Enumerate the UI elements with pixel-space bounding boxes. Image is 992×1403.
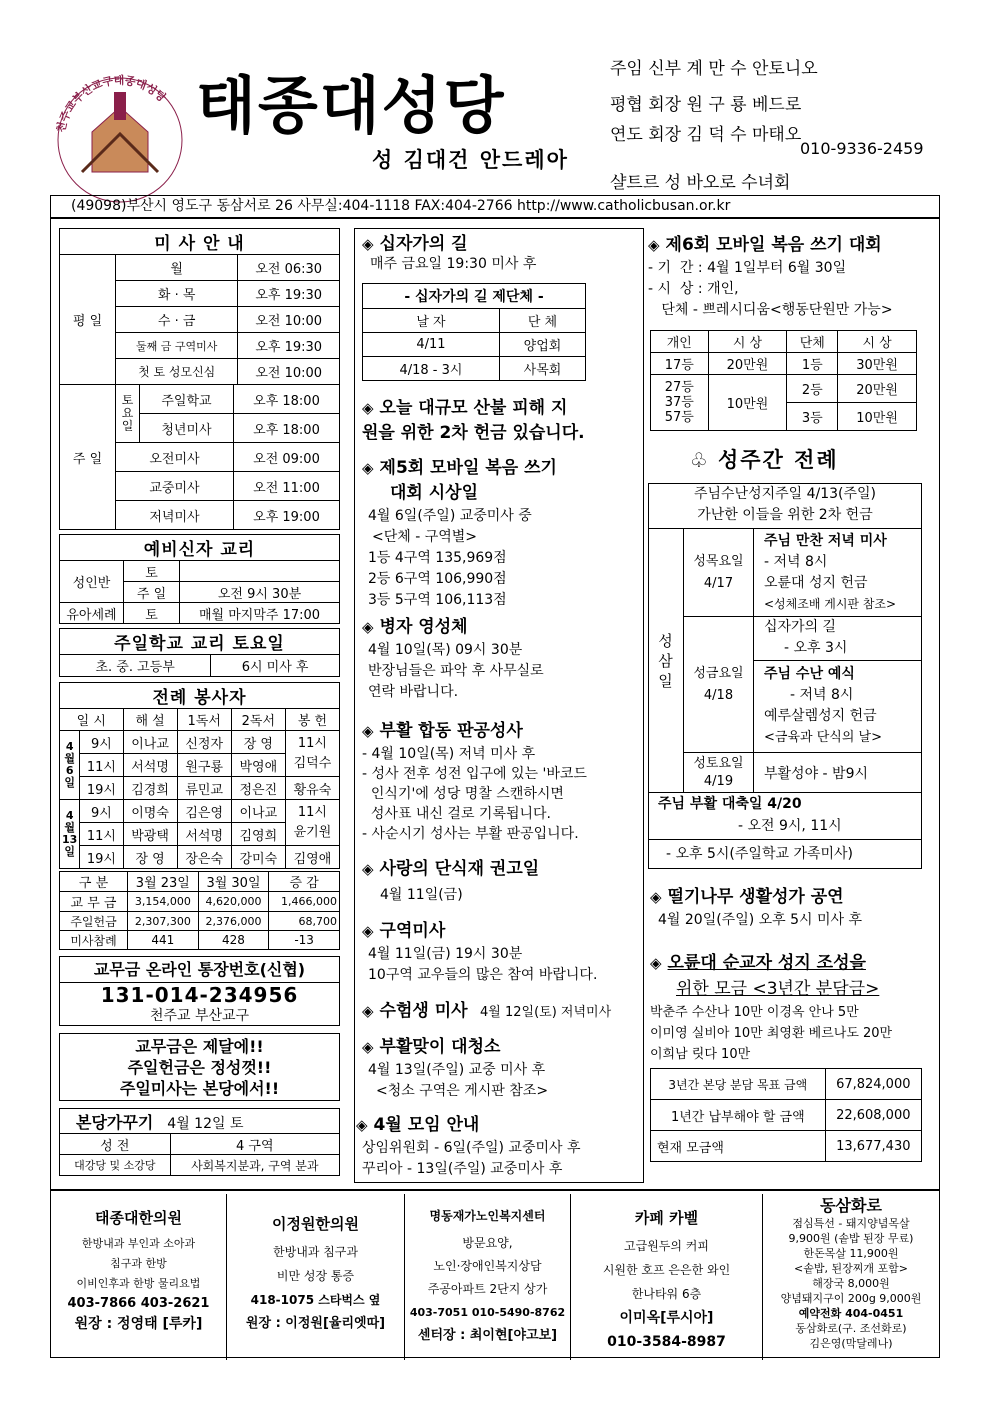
text-line: 4월 10일(목) 09시 30분 xyxy=(368,642,523,658)
clover-icon: ♧ xyxy=(690,448,708,472)
cell: 10만원 xyxy=(708,375,787,431)
sundayschool-who: 초. 중. 고등부 xyxy=(60,655,211,677)
sundayschool-title: 주일학교 교리 토요일 xyxy=(60,629,340,655)
col-header: 단체 xyxy=(787,331,838,353)
text-line: 꾸리아 - 13일(주일) 교중미사 후 xyxy=(362,1161,563,1177)
diamond-icon: ◈ xyxy=(362,235,374,253)
mass-day: 주일학교 xyxy=(140,385,234,414)
catechumen-table xyxy=(59,534,340,624)
cell: - 십자가의 길 제단체 - xyxy=(363,284,586,309)
sundayschool-table xyxy=(59,628,340,677)
cell: 원구룡 xyxy=(177,754,231,777)
address-bar: (49098)부산시 영도구 동삼서로 26 사무실:404-1118 FAX:404-2766 http://www.catholicbusan.or.kr xyxy=(50,195,940,218)
text-line: 센터장 : 최이현[야고보] xyxy=(417,1328,558,1343)
cell: 1등 xyxy=(787,353,838,375)
text-line: 원을 위한 2차 헌금 있습니다. xyxy=(362,423,585,443)
cell: 주일헌금 xyxy=(60,912,128,931)
section-title: 제6회 모바일 복음 쓰기 대회 xyxy=(665,235,882,255)
text-line: 이미영 실비아 10만 최영환 베르나도 20만 xyxy=(650,1026,893,1041)
sundayschool-time: 6시 미사 후 xyxy=(211,655,340,677)
section-title: 떨기나무 생활성가 공연 xyxy=(667,887,844,907)
mass-time: 오전 09:00 xyxy=(234,443,340,472)
stations-table xyxy=(362,283,586,381)
exam-section xyxy=(362,996,611,1021)
text-line: 이희남 릿다 10만 xyxy=(650,1047,751,1062)
service-date: 4 월 6 일 xyxy=(60,731,80,800)
class-day: 주 일 xyxy=(124,582,180,603)
cell: 441 xyxy=(128,931,199,950)
ad-hospital-2 xyxy=(227,1194,405,1360)
cell: 박영애 xyxy=(231,754,285,777)
staff-line: 샬트르 성 바오로 수녀회 xyxy=(610,173,791,193)
col-header: 시 상 xyxy=(708,331,787,353)
weekday-label: 평 일 xyxy=(60,255,116,385)
ad-title: 명동재가노인복지센터 xyxy=(429,1209,546,1223)
cell: 대강당 및 소강당 xyxy=(60,1155,171,1176)
cell: 4 구역 xyxy=(170,1134,339,1155)
contest6-section xyxy=(648,232,893,321)
col-header: 증 감 xyxy=(269,872,340,892)
holyweek-heading xyxy=(690,444,839,474)
text-line: 원장 : 이정원[율리엣따] xyxy=(245,1316,386,1331)
cell: 22,608,000 xyxy=(825,1100,921,1131)
text-line: 가난한 이들을 위한 2차 헌금 xyxy=(697,507,873,523)
text-line: <솥밥, 된장찌개 포함> xyxy=(794,1262,908,1275)
church-title: 태종대성당 xyxy=(196,69,506,142)
text-line: 4월 6일(주일) 교중미사 중 xyxy=(368,508,532,524)
ad-title: 카페 카벨 xyxy=(634,1209,699,1227)
ad-cafe xyxy=(571,1194,763,1360)
section-title: 오륜대 순교자 성지 조성을 xyxy=(667,953,866,973)
mass-time: 오후 18:00 xyxy=(234,414,340,443)
text-line: - 4월 10일(목) 저녁 미사 후 xyxy=(362,746,536,762)
day-label: 성목요일 4/17 xyxy=(693,554,744,591)
mass-time: 오전 11:00 xyxy=(234,472,340,501)
section-title: 병자 영성체 xyxy=(379,617,468,637)
decorate-date: 4월 12일 토 xyxy=(167,1115,244,1132)
cell: 이나교 xyxy=(123,731,177,754)
text-line: 연락 바랍니다. xyxy=(368,684,459,700)
text-line: 이미옥[루시아] xyxy=(619,1310,714,1326)
cell: 김경희 xyxy=(123,777,177,800)
ad-hospital-1 xyxy=(51,1194,227,1360)
cell: 교 무 금 xyxy=(60,892,128,912)
text-line: - 시 상 : 개인, xyxy=(648,281,739,297)
mass-day: 교중미사 xyxy=(116,472,234,501)
account-number: 131-014-234956 xyxy=(100,983,299,1007)
cell: 양업회 xyxy=(499,333,585,357)
text-line: - 기 간 : 4월 1일부터 6월 30일 xyxy=(648,260,847,276)
text-line: 10구역 교우들의 많은 참여 바랍니다. xyxy=(368,967,598,983)
cell: 67,824,000 xyxy=(825,1069,921,1100)
col-header: 구 분 xyxy=(60,872,128,892)
col-header: 해 설 xyxy=(123,709,177,731)
cell: 27등 37등 57등 xyxy=(651,375,709,431)
cell: 1,466,000 xyxy=(269,892,340,912)
cell: 미사참례 xyxy=(60,931,128,950)
text-line: 한나타워 6층 xyxy=(631,1287,702,1301)
notice-line: 주일미사는 본당에서!! xyxy=(119,1079,280,1098)
text-line: 4월 13일(주일) 교중 미사 후 xyxy=(368,1062,546,1078)
text-line: 이비인후과 한방 물리요법 xyxy=(76,1277,201,1290)
cell: 4/18 - 3시 xyxy=(363,357,500,381)
ad-title: 이정원한의원 xyxy=(272,1215,359,1233)
diamond-icon: ◈ xyxy=(362,922,374,940)
col-header: 봉 헌 xyxy=(285,709,339,731)
notice-line: 주일헌금은 정성껏!! xyxy=(127,1058,272,1077)
cell: 이나교 xyxy=(231,800,285,823)
catechumen-title: 예비신자 교리 xyxy=(60,535,340,561)
col-header: 1독서 xyxy=(177,709,231,731)
cell: 4,620,000 xyxy=(198,892,269,912)
text-line: 방문요양, xyxy=(462,1236,513,1250)
staff-line: 연도 회장 김 덕 수 마태오 xyxy=(610,125,802,145)
text-line: 침구과 한방 xyxy=(110,1257,167,1270)
cell: 428 xyxy=(198,931,269,950)
col-header: 3월 23일 xyxy=(128,872,199,892)
text-line: 한방내과 부인과 소아과 xyxy=(81,1237,196,1250)
shrine-table xyxy=(650,1068,922,1162)
section-title: 위한 모금 <3년간 분담금> xyxy=(676,979,880,999)
class-day: 토 xyxy=(124,561,180,582)
text-line: 1등 4구역 135,969점 xyxy=(368,550,507,566)
cell: 11시 김덕수 xyxy=(285,731,339,777)
text-line: <금육과 단식의 날> xyxy=(764,730,882,745)
cell: 11시 윤기원 xyxy=(285,800,339,846)
cell: 장은숙 xyxy=(177,846,231,869)
cell: 사목회 xyxy=(499,357,585,381)
cell: 20만원 xyxy=(708,353,787,375)
mass-time: 오후 19:00 xyxy=(234,501,340,530)
text-line: 점심특선 - 돼지양념목살 xyxy=(792,1217,910,1230)
cell: 2,307,300 xyxy=(128,912,199,931)
text-line: 해장국 8,000원 xyxy=(812,1277,890,1290)
diamond-icon: ◈ xyxy=(362,860,374,878)
concert-section xyxy=(650,884,862,931)
cell: 장 영 xyxy=(231,731,285,754)
fast-section xyxy=(362,856,539,908)
text-line: 010-3584-8987 xyxy=(607,1334,726,1350)
adult-class: 성인반 xyxy=(60,561,124,603)
service-date: 4 월 13 일 xyxy=(60,800,80,869)
cell: 30만원 xyxy=(838,353,917,375)
text-line: 양념돼지구이 200g 9,000원 xyxy=(780,1292,922,1305)
text-line: 상임위원회 - 6일(주일) 교중미사 후 xyxy=(362,1140,581,1156)
text-line: 원장 : 정영태 [루카] xyxy=(74,1316,203,1332)
text-line: <청소 구역은 게시판 참조> xyxy=(376,1083,549,1099)
cell: 황유숙 xyxy=(285,777,339,800)
account-title: 교무금 온라인 통장번호(신협) xyxy=(60,957,339,983)
shrine-section xyxy=(650,950,892,1065)
text-line: 단체 - 쁘레시디움<행동단원만 가능> xyxy=(648,302,893,318)
text-line: 403-7051 010-5490-8762 xyxy=(409,1306,566,1319)
ad-care-center xyxy=(405,1194,571,1360)
staff-phone: 010-9336-2459 xyxy=(800,139,924,158)
diamond-icon: ◈ xyxy=(356,1116,368,1134)
cell: 현재 모금액 xyxy=(651,1131,826,1162)
infant-baptism: 유아세례 xyxy=(60,603,124,624)
section-title: 대회 시상일 xyxy=(390,483,479,503)
cell: 9시 xyxy=(80,731,123,754)
cell: 3,154,000 xyxy=(128,892,199,912)
cell: 장 영 xyxy=(123,846,177,869)
text-line: 반장님들은 파악 후 사무실로 xyxy=(368,663,544,679)
text-line: - 저녁 8시 xyxy=(764,554,828,570)
text-line: 9,900원 (솥밥 된장 무료) xyxy=(788,1232,914,1245)
cell: 19시 xyxy=(80,777,123,800)
text-line: 고급원두의 커피 xyxy=(624,1239,709,1253)
text-line: 오륜대 성지 헌금 xyxy=(764,575,868,591)
section-title: 부활 합동 판공성사 xyxy=(379,721,523,741)
notice-box xyxy=(59,1033,340,1101)
text-line: 주공아파트 2단지 상가 xyxy=(427,1282,548,1296)
decorate-title: 본당가꾸기 xyxy=(76,1112,154,1132)
servers-table xyxy=(59,682,340,869)
cell: 1년간 납부해야 할 금액 xyxy=(651,1100,826,1131)
cell: 서석명 xyxy=(177,823,231,846)
text-line: - 오후 5시(주일학교 가족미사) xyxy=(666,846,853,862)
text-line: 주님 만찬 저녁 미사 xyxy=(764,533,887,549)
mass-time: 오후 19:30 xyxy=(238,333,340,359)
text-line: 비만 성장 통증 xyxy=(276,1269,355,1283)
mass-day: 월 xyxy=(116,255,238,281)
cell: 17등 xyxy=(651,353,709,375)
cell: 68,700 xyxy=(269,912,340,931)
good-friday xyxy=(684,617,922,753)
servers-title: 전례 봉사자 xyxy=(60,683,340,709)
stations-section xyxy=(362,229,536,275)
col-header: 날 자 xyxy=(363,309,500,333)
cell: 20만원 xyxy=(838,375,917,403)
day-label: 성토요일 4/19 xyxy=(693,755,744,789)
class-time: 오전 9시 30분 xyxy=(180,582,340,603)
ad-restaurant xyxy=(763,1194,939,1360)
mass-table xyxy=(59,228,340,385)
ad-title: 동삼화로 xyxy=(820,1196,882,1215)
ad-title: 태종대한의원 xyxy=(95,1209,182,1227)
text-line: 매주 금요일 19:30 미사 후 xyxy=(370,256,537,272)
diamond-icon: ◈ xyxy=(650,954,662,972)
confession-section xyxy=(362,718,587,844)
text-line: - 오전 9시, 11시 xyxy=(738,818,842,834)
diamond-icon: ◈ xyxy=(362,618,374,636)
account-holder: 천주교 부산교구 xyxy=(149,1008,250,1024)
palm-sunday xyxy=(648,484,922,529)
fire-section xyxy=(362,396,585,446)
text-line: 노인·장애인복지상담 xyxy=(433,1259,542,1273)
section-title: 4월 모임 안내 xyxy=(373,1115,480,1135)
col-header: 일 시 xyxy=(60,709,124,731)
text-line: 4월 11일(금) 19시 30분 xyxy=(368,946,523,962)
text-line: 예약전화 404-0451 xyxy=(798,1307,904,1320)
cell: 13,677,430 xyxy=(825,1131,921,1162)
account-box xyxy=(59,956,340,1026)
holy-thursday xyxy=(684,529,922,617)
section-title: 부활맞이 대청소 xyxy=(379,1037,501,1057)
section-title: 구역미사 xyxy=(379,921,446,941)
diamond-icon: ◈ xyxy=(650,888,662,906)
diamond-icon: ◈ xyxy=(362,459,374,477)
mass-day: 저녁미사 xyxy=(116,501,234,530)
diamond-icon: ◈ xyxy=(648,236,660,254)
day-label: 성금요일 4/18 xyxy=(693,666,744,703)
mass-sunday-table xyxy=(59,384,340,530)
text-line: 한돈목살 11,900원 xyxy=(803,1247,899,1260)
cell: 성 전 xyxy=(60,1134,171,1155)
text-line: 김은영(막달레나) xyxy=(809,1337,893,1350)
cell: 이명숙 xyxy=(123,800,177,823)
cell: 류민교 xyxy=(177,777,231,800)
notice-line: 교무금은 제달에!! xyxy=(135,1037,264,1056)
clean-section xyxy=(362,1034,548,1102)
text-line: 403-7866 403-2621 xyxy=(67,1296,210,1311)
mass-day: 화 · 목 xyxy=(116,281,238,307)
text-line: 박춘주 수산나 10만 이경옥 안나 5만 xyxy=(650,1005,859,1020)
mass-time: 오전 06:30 xyxy=(238,255,340,281)
cell: 정은진 xyxy=(231,777,285,800)
cell: 11시 xyxy=(80,823,123,846)
text-line: 예루살렘성지 헌금 xyxy=(764,708,877,724)
patron: 성 김대건 안드레아 xyxy=(372,148,569,172)
text-line: 시원한 호프 은은한 와인 xyxy=(602,1263,731,1277)
text-line: 418-1075 스타벅스 옆 xyxy=(250,1293,381,1307)
class-time: 매월 마지막주 17:00 xyxy=(180,603,340,624)
cell: 9시 xyxy=(80,800,123,823)
church-logo xyxy=(52,72,188,208)
cell: 박광택 xyxy=(123,823,177,846)
cell: 19시 xyxy=(80,846,123,869)
saturday-label: 토 요 일 xyxy=(116,385,140,443)
cell: 김은영 xyxy=(177,800,231,823)
mass-time: 오전 10:00 xyxy=(238,307,340,333)
diamond-icon: ◈ xyxy=(362,722,374,740)
text-line: - 오후 3시 xyxy=(784,640,848,656)
cell: -13 xyxy=(269,931,340,950)
cell: 3년간 본당 분담 목표 금액 xyxy=(651,1069,826,1100)
diamond-icon: ◈ xyxy=(362,1038,374,1056)
section-title: 성주간 전례 xyxy=(717,448,839,472)
text-line: 주님 부활 대축일 4/20 xyxy=(658,796,802,812)
col-header: 단 체 xyxy=(499,309,585,333)
meet-section xyxy=(356,1112,581,1180)
cell: 신정자 xyxy=(177,731,231,754)
cell: 10만원 xyxy=(838,403,917,431)
col-header: 2독서 xyxy=(231,709,285,731)
cell: 김영애 xyxy=(285,846,339,869)
text-line: <성체조배 게시판 참조> xyxy=(764,597,897,611)
section-title: 수험생 미사 xyxy=(379,1001,468,1021)
holy-saturday xyxy=(684,753,922,792)
mass-time: 오전 10:00 xyxy=(238,359,340,385)
cell: 2,376,000 xyxy=(198,912,269,931)
text-line: 4월 20일(주일) 오후 5시 미사 후 xyxy=(658,912,863,928)
cell: 김영희 xyxy=(231,823,285,846)
section-title: 제5회 모바일 복음 쓰기 xyxy=(379,458,557,478)
finance-table xyxy=(59,871,340,950)
cell: 강미숙 xyxy=(231,846,285,869)
text-line: 인식기'에 성당 명찰 스캔하시면 xyxy=(362,786,564,802)
text-line: 2등 6구역 106,990점 xyxy=(368,571,507,587)
text-line: 4월 12일(토) 저녁미사 xyxy=(480,1005,612,1020)
easter xyxy=(648,792,922,840)
text-line: - 성사 전후 성전 입구에 있는 '바코드 xyxy=(362,766,587,782)
cell: 서석명 xyxy=(123,754,177,777)
cell: 사회복지분과, 구역 분과 xyxy=(170,1155,339,1176)
text-line: 4월 11일(금) xyxy=(380,887,463,903)
cell: 2등 xyxy=(787,375,838,403)
class-day: 토 xyxy=(124,603,180,624)
mass-title: 미 사 안 내 xyxy=(60,229,340,255)
text-line: 성사표 내신 걸로 기록됩니다. xyxy=(362,806,551,822)
triduum-cell xyxy=(648,529,684,792)
col-header: 3월 30일 xyxy=(198,872,269,892)
cell: 3등 xyxy=(787,403,838,431)
mass-time: 오후 18:00 xyxy=(234,385,340,414)
district-section xyxy=(362,918,597,986)
staff-line: 평협 회장 원 구 룡 베드로 xyxy=(610,95,802,115)
decorate-table xyxy=(59,1108,340,1176)
sick-section xyxy=(362,614,544,703)
text-line: 한방내과 침구과 xyxy=(273,1245,358,1259)
diamond-icon: ◈ xyxy=(362,399,374,417)
logo-text: 천주교부산교구태종대성당 xyxy=(54,73,169,134)
text-line: - 저녁 8시 xyxy=(790,687,854,703)
text-line: 부활성야 - 밤9시 xyxy=(764,766,869,782)
text-line: 주님 수난 예식 xyxy=(764,666,855,682)
text-line: 주님수난성지주일 4/13(주일) xyxy=(693,486,877,502)
staff-line: 주임 신부 계 만 수 안토니오 xyxy=(610,59,818,79)
cell: 4/11 xyxy=(363,333,500,357)
section-title: 십자가의 길 xyxy=(379,234,468,254)
col-header: 시 상 xyxy=(838,331,917,353)
text-line: - 사순시기 성사는 부활 판공입니다. xyxy=(362,826,579,842)
mass-day: 수 · 금 xyxy=(116,307,238,333)
text-line: 3등 5구역 106,113점 xyxy=(368,592,507,608)
mass-day: 청년미사 xyxy=(140,414,234,443)
triduum-label: 성 삼 일 xyxy=(658,631,673,690)
text-line: 십자가의 길 xyxy=(764,619,837,635)
section-title: 사랑의 단식재 권고일 xyxy=(379,859,540,879)
contest6-table xyxy=(650,330,917,431)
sunday-label: 주 일 xyxy=(60,385,116,530)
contest5-section xyxy=(362,456,557,611)
mass-time: 오후 19:30 xyxy=(238,281,340,307)
mass-day: 둘째 금 구역미사 xyxy=(116,333,238,359)
cell: 11시 xyxy=(80,754,123,777)
mass-day: 오전미사 xyxy=(116,443,234,472)
col-header: 개인 xyxy=(651,331,709,353)
text-line: 동삼화로(구. 조선화로) xyxy=(795,1322,907,1335)
text-line: 오늘 대규모 산불 피해 지 xyxy=(379,398,568,418)
text-line: <단체 - 구역별> xyxy=(372,529,478,545)
diamond-icon: ◈ xyxy=(362,1002,374,1020)
mass-day: 첫 토 성모신심 xyxy=(116,359,238,385)
